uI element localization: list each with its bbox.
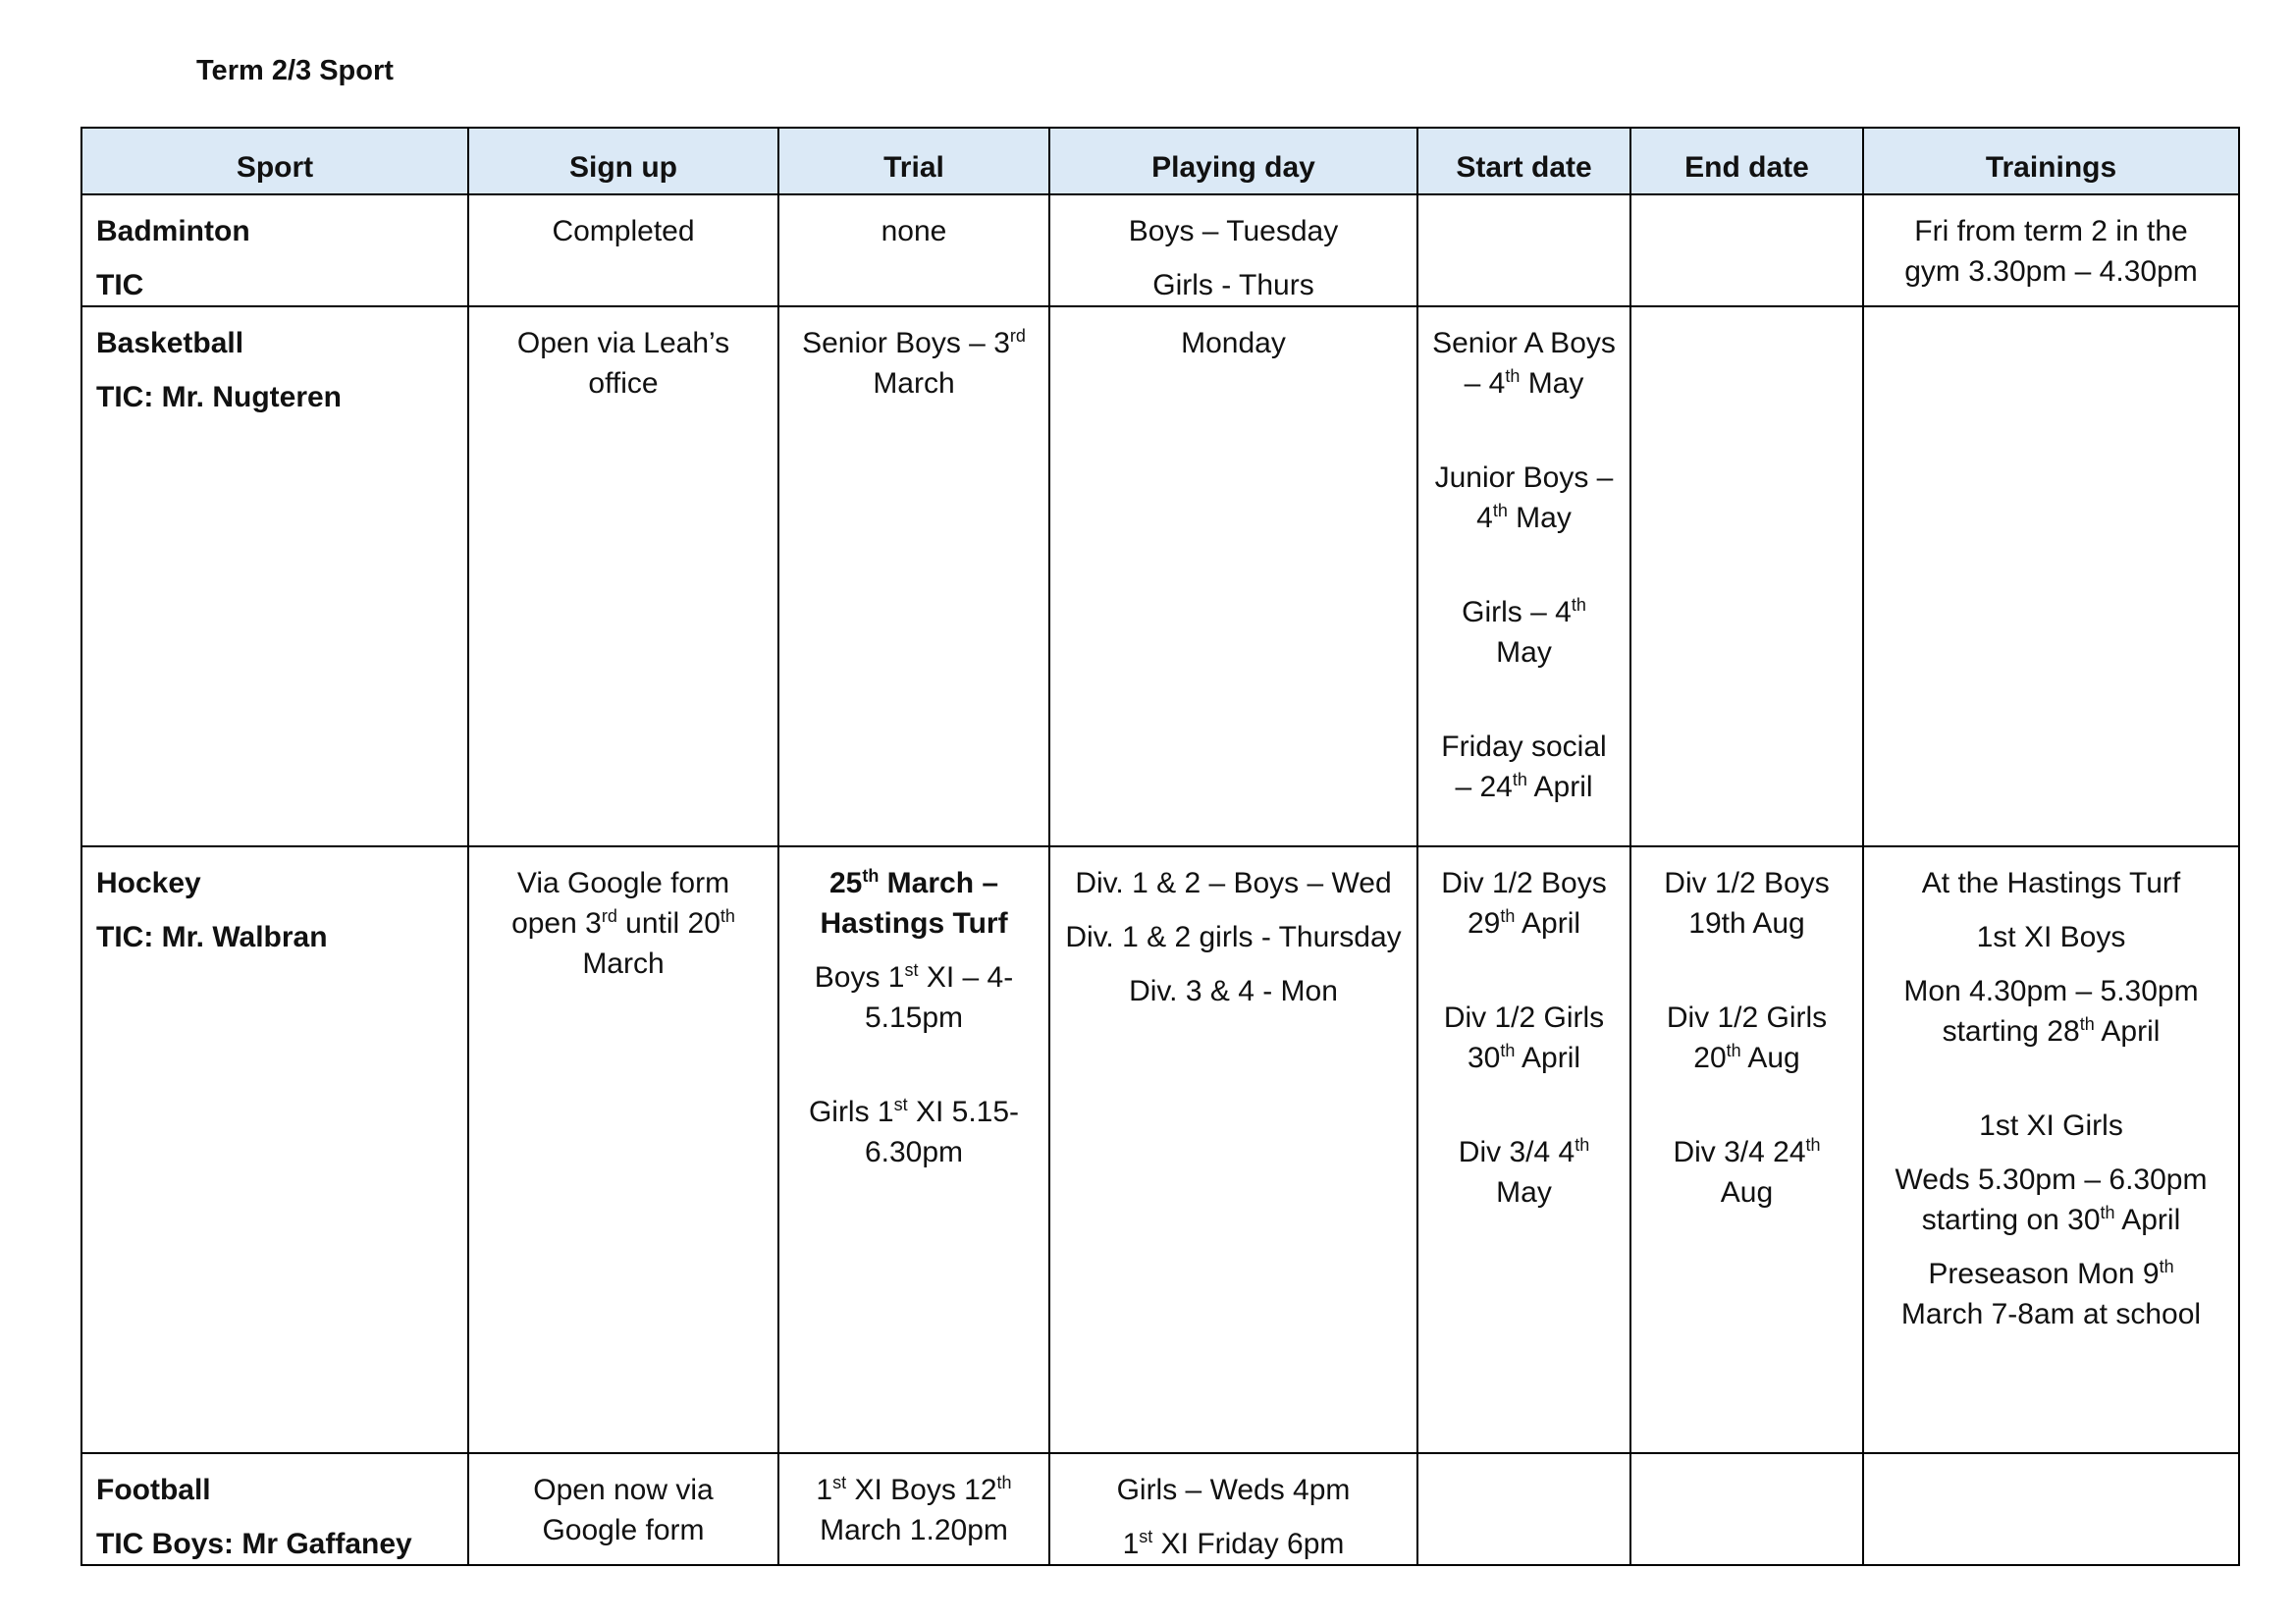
header-signup: Sign up [468,128,778,194]
training-line: gym 3.30pm – 4.30pm [1904,255,2198,288]
header-start-date: Start date [1417,128,1630,194]
trial-cell [778,846,1049,1453]
table-row-hockey [81,846,2239,1453]
start-date-cell [1417,306,1630,846]
end-date-line: 19th Aug [1688,907,1805,940]
playing-day-cell [1049,1453,1417,1565]
start-date-line: May [1496,636,1552,669]
playing-day-line: Div. 1 & 2 girls - Thursday [1065,921,1402,953]
playing-day-line: Div. 1 & 2 – Boys – Wed [1075,867,1392,899]
sport-cell [81,194,468,306]
trial-cell [778,194,1049,306]
playing-day-cell [1049,306,1417,846]
playing-day-cell [1049,194,1417,306]
sport-schedule-table [80,127,2240,1566]
playing-day-cell [1049,846,1417,1453]
sport-name: Badminton [96,215,250,247]
trial-line: Girls 1st XI 5.15- [808,1095,1020,1128]
playing-day-line: 1st XI Friday 6pm [1122,1527,1345,1560]
end-date-line: Div 1/2 Boys [1664,867,1830,899]
start-date-cell [1417,1453,1630,1565]
trainings-cell [1863,194,2239,306]
start-date-line: May [1496,1176,1552,1209]
training-line: Mon 4.30pm – 5.30pm [1903,975,2199,1007]
training-line: Fri from term 2 in the [1914,215,2188,247]
signup-cell [468,194,778,306]
start-date-line: Senior A Boys [1432,327,1616,359]
header-end-date: End date [1630,128,1863,194]
start-date-line: Junior Boys – [1434,461,1614,494]
trial-cell [778,1453,1049,1565]
start-date-line: 29th April [1467,906,1581,940]
playing-day-line: Monday [1181,327,1286,359]
training-line: starting on 30th April [1921,1203,2181,1236]
sport-name: Basketball [96,327,244,359]
training-line: Weds 5.30pm – 6.30pm [1895,1164,2208,1196]
trial-line: March [873,367,955,400]
trial-line: Senior Boys – 3rd [802,326,1026,359]
training-line: 1st XI Girls [1979,1110,2123,1142]
sport-name: Football [96,1474,211,1506]
table-row-football [81,1453,2239,1565]
header-trainings: Trainings [1863,128,2239,194]
trial-line: 1st XI Boys 12th [816,1473,1012,1506]
training-line: 1st XI Boys [1976,921,2126,953]
end-date-line: Div 3/4 24th [1673,1135,1821,1168]
start-date-line: – 24th April [1455,770,1593,803]
end-date-cell [1630,846,1863,1453]
signup-line: Open now via [533,1474,714,1506]
trial-line: Hastings Turf [820,907,1008,940]
trial-line: 5.15pm [864,1001,964,1034]
training-line: Preseason Mon 9th [1928,1257,2174,1290]
trial-line: March 1.20pm [820,1514,1008,1546]
signup-line: Via Google form [516,867,730,899]
end-date-cell [1630,306,1863,846]
playing-day-line: Div. 3 & 4 - Mon [1129,975,1338,1007]
end-date-line: Div 1/2 Girls [1666,1001,1828,1034]
start-date-line: – 4th May [1464,366,1584,400]
trial-cell [778,306,1049,846]
trial-text: none [881,215,947,247]
teacher-in-charge: TIC: Mr. Nugteren [96,381,343,413]
start-date-line: Div 1/2 Boys [1441,867,1607,899]
header-sport: Sport [81,128,468,194]
start-date-line: Girls – 4th [1462,595,1586,628]
signup-line: Open via Leah’s [516,327,730,359]
trainings-cell [1863,846,2239,1453]
start-date-line: Div 3/4 4th [1458,1135,1590,1168]
sport-cell [81,306,468,846]
playing-day-line: Boys – Tuesday [1128,215,1339,247]
sport-name: Hockey [96,867,201,899]
teacher-in-charge: TIC: Mr. Walbran [96,921,328,953]
signup-text: Completed [552,215,695,247]
table-row-basketball [81,306,2239,846]
header-playing-day: Playing day [1049,128,1417,194]
page-title: Term 2/3 Sport [196,55,394,86]
signup-cell [468,846,778,1453]
signup-line: Google form [542,1514,705,1546]
signup-line: March [582,947,665,980]
teacher-in-charge: TIC Boys: Mr Gaffaney [96,1528,412,1560]
end-date-line: Aug [1720,1176,1774,1209]
training-line: starting 28th April [1942,1014,2161,1048]
start-date-line: 4th May [1476,501,1572,534]
teacher-in-charge: TIC [96,269,144,301]
training-line: March 7-8am at school [1900,1298,2202,1330]
start-date-cell [1417,194,1630,306]
sport-cell [81,846,468,1453]
playing-day-line: Girls – Weds 4pm [1116,1474,1351,1506]
header-trial: Trial [778,128,1049,194]
start-date-cell [1417,846,1630,1453]
trainings-cell [1863,306,2239,846]
end-date-line: 20th Aug [1693,1041,1800,1074]
trial-line: Boys 1st XI – 4- [814,960,1014,994]
sport-cell [81,1453,468,1565]
trainings-cell [1863,1453,2239,1565]
start-date-line: Div 1/2 Girls [1443,1001,1605,1034]
trial-line: 6.30pm [864,1136,964,1168]
start-date-line: Friday social [1441,731,1607,763]
signup-cell [468,1453,778,1565]
signup-line: open 3rd until 20th [511,906,735,940]
header-row [81,128,2239,194]
signup-cell [468,306,778,846]
end-date-cell [1630,1453,1863,1565]
training-line: At the Hastings Turf [1921,867,2181,899]
playing-day-line: Girls - Thurs [1152,269,1314,301]
table-row-badminton [81,194,2239,306]
signup-line: office [588,367,659,400]
end-date-cell [1630,194,1863,306]
start-date-line: 30th April [1467,1041,1581,1074]
trial-line: 25th March – [828,866,999,899]
